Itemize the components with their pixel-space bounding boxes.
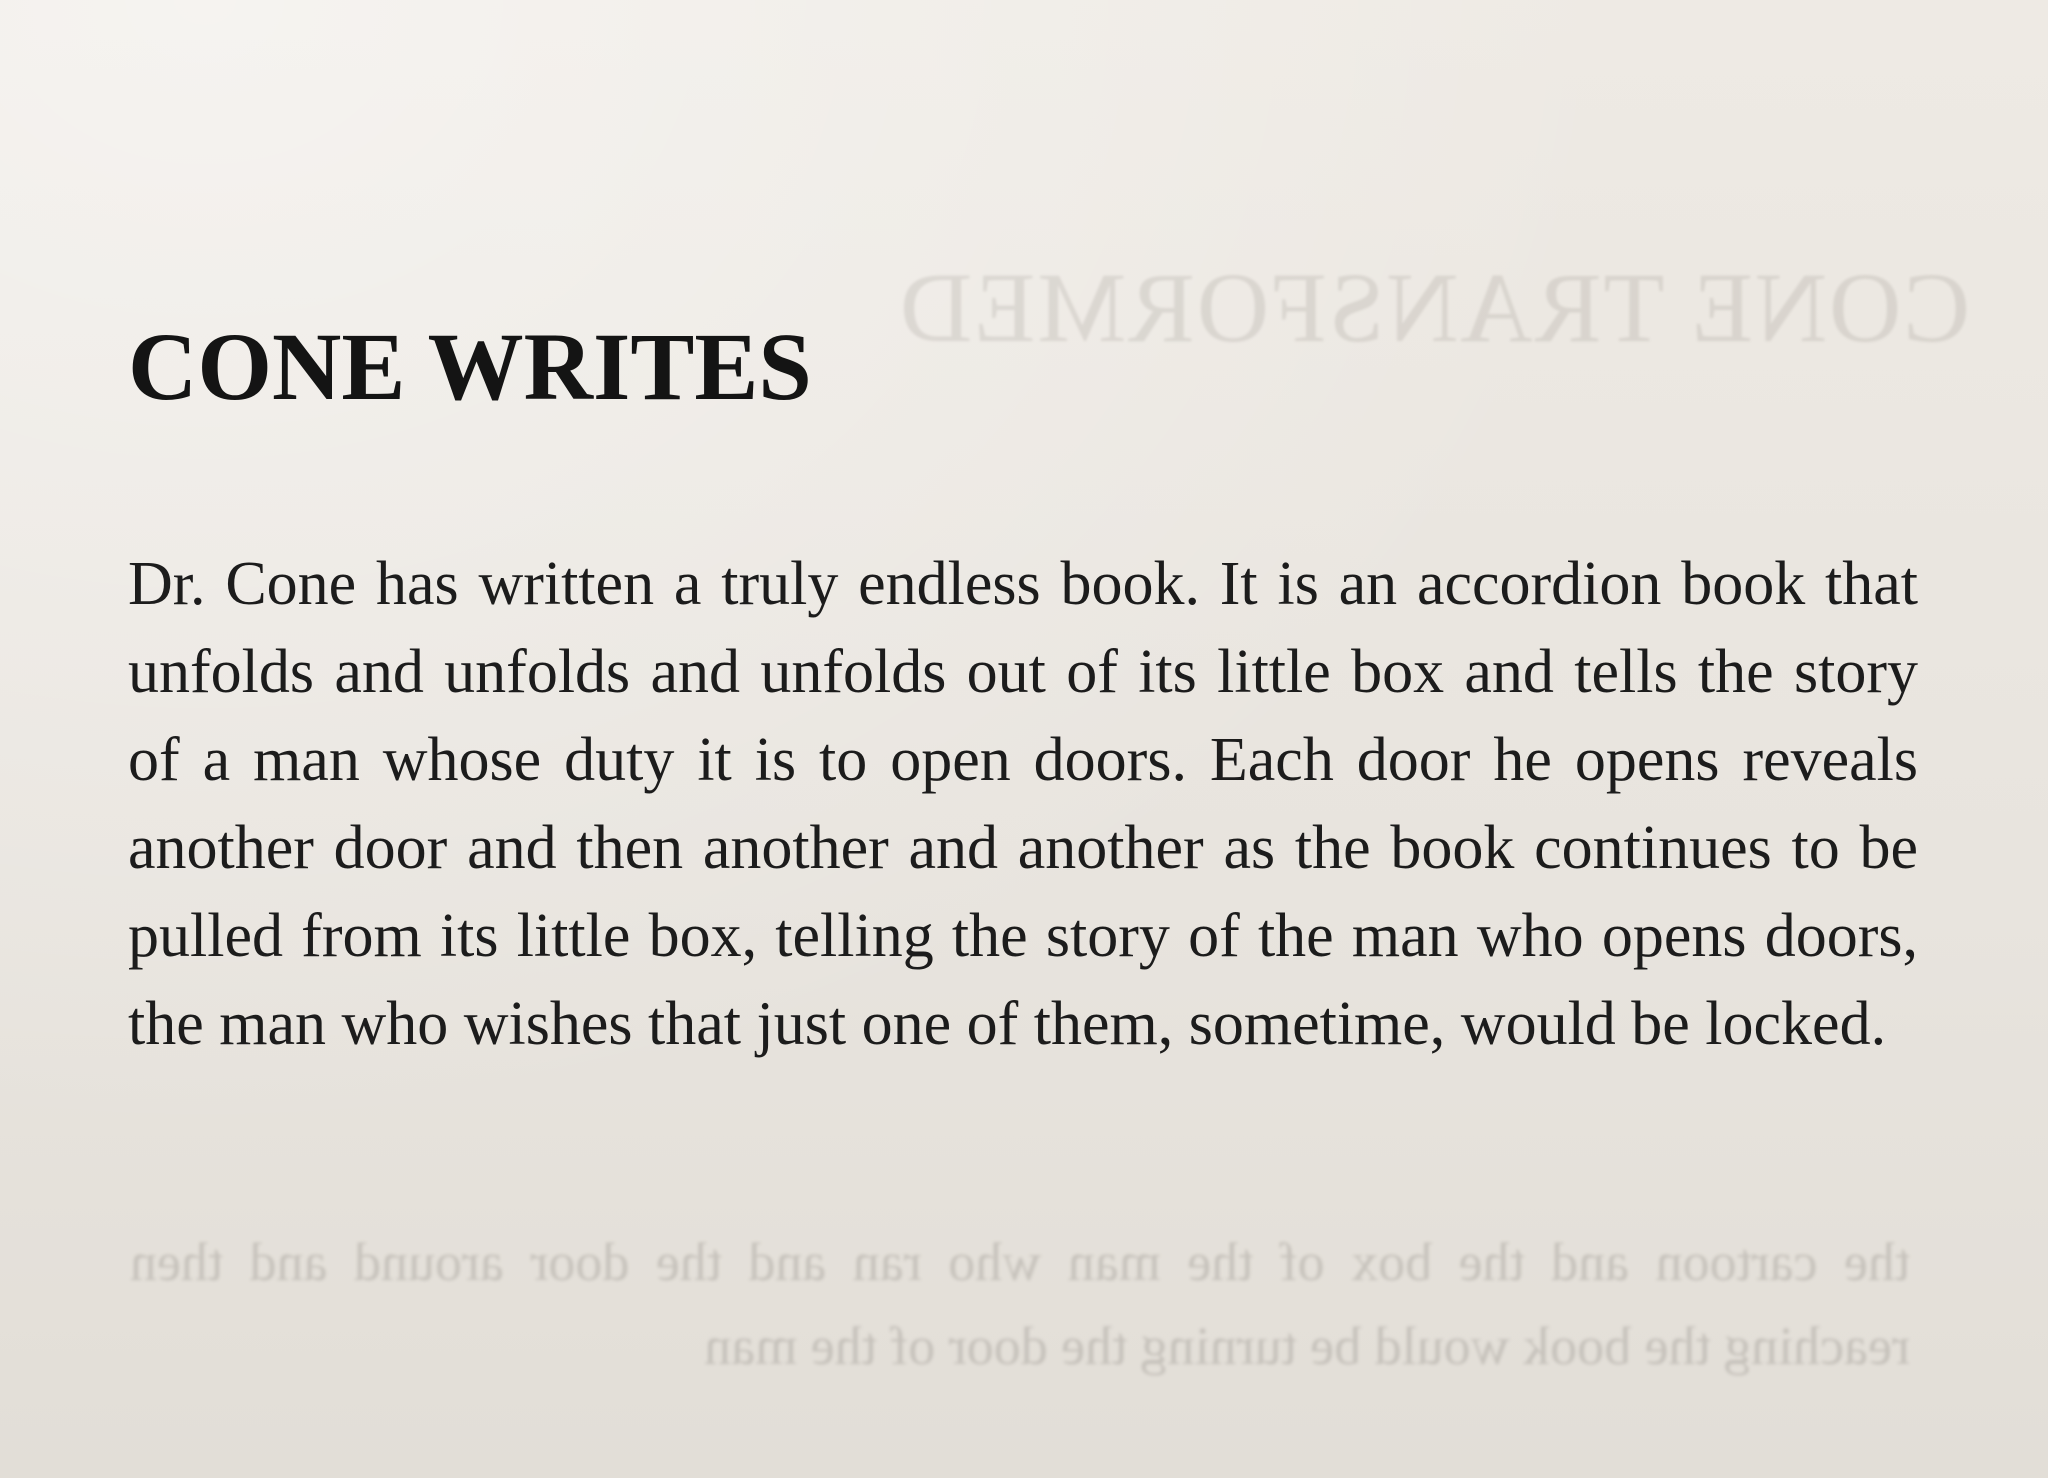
bleed-through-text: the cartoon and the box of the man who ran and the door around and then reaching the book would be turning the door of the man	[130, 1232, 1910, 1376]
body-paragraph: Dr. Cone has written a truly endless book. It is an accordion book that unfolds and unfolds and unfolds out of its little box and tells the story of a man whose duty it is to open doors. Each door he opens reveals another door and then another and another as the book continues to be pulled from its little box, telling the story of the man who opens doors, the man who wishes that just one of them, sometime, would be locked.	[128, 550, 1918, 1058]
chapter-heading: CONE WRITES	[128, 313, 812, 420]
bleed-through-heading: CONE TRANSFORMED	[898, 252, 1970, 363]
